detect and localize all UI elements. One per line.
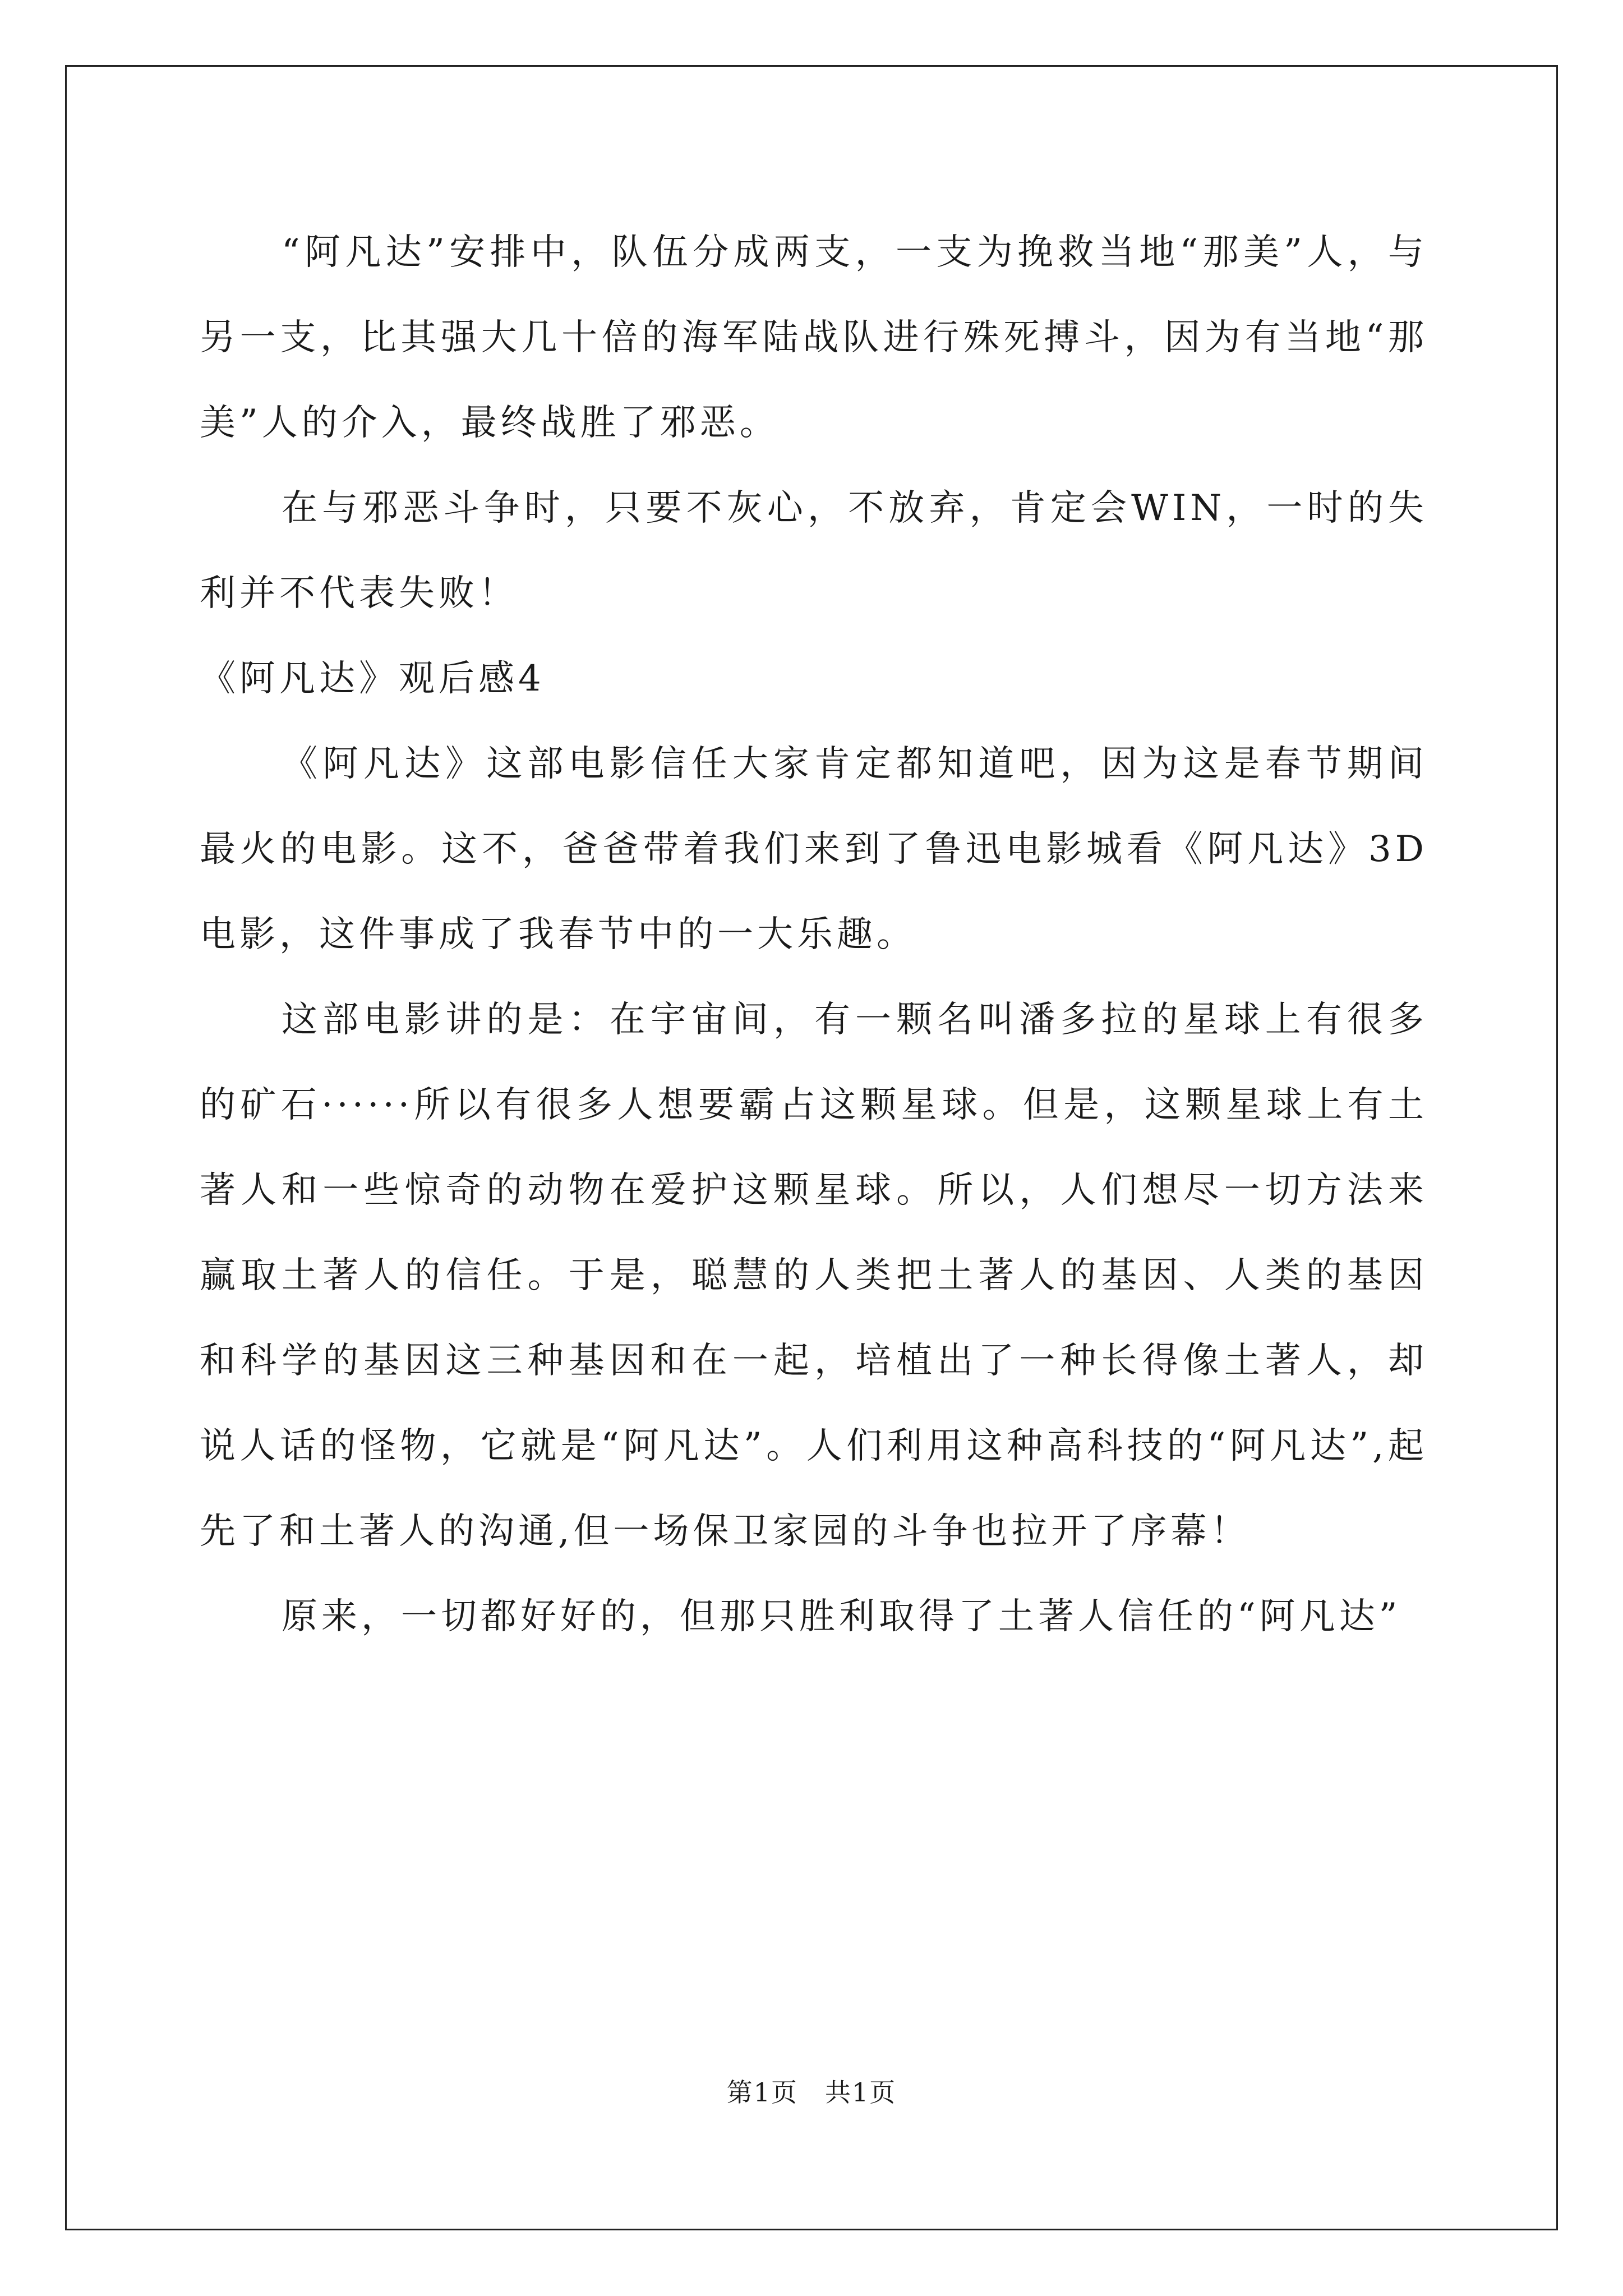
paragraph-continuation: 原来，一切都好好的，但那只胜利取得了土著人信任的“阿凡达” — [282, 1596, 1401, 1637]
paragraph-battle: “阿凡达”安排中，队伍分成两支，一支为挽救当地“那美”人，与另一支，比其强大几十倍的海军陆战队进行殊死搏斗，因为有当地“那美”人的介入，最终战胜了邪恶。 — [200, 232, 1428, 444]
paragraph-perseverance: 在与邪恶斗争时，只要不灰心，不放弃，肯定会WIN，一时的失利并不代表失败！ — [200, 487, 1428, 614]
page-number: 第1页 共1页 — [726, 2077, 897, 2108]
document-body — [200, 210, 1428, 1659]
section-heading: 《阿凡达》观后感4 — [200, 658, 545, 700]
paragraph-intro: 《阿凡达》这部电影信任大家肯定都知道吧，因为这是春节期间最火的电影。这不，爸爸带着我们来到了鲁迅电影城看《阿凡达》3D电影，这件事成了我春节中的一大乐趣。 — [200, 743, 1428, 955]
paragraph-story: 这部电影讲的是：在宇宙间，有一颗名叫潘多拉的星球上有很多的矿石······所以有很多人想要霸占这颗星球。但是，这颗星球上有土著人和一些惊奇的动物在爱护这颗星球。所以，人们想尽一切方法来赢取土著人的信任。于是，聪慧的人类把土著人的基因、人类的基因和科学的基因这三种基因和在一起，培植出了一种长得像土著人，却说人话的怪物，它就是“阿凡达”。人们利用这种高科技的“阿凡达”,起先了和土著人的沟通,但一场保卫家园的斗争也拉开了序幕！ — [200, 999, 1428, 1552]
